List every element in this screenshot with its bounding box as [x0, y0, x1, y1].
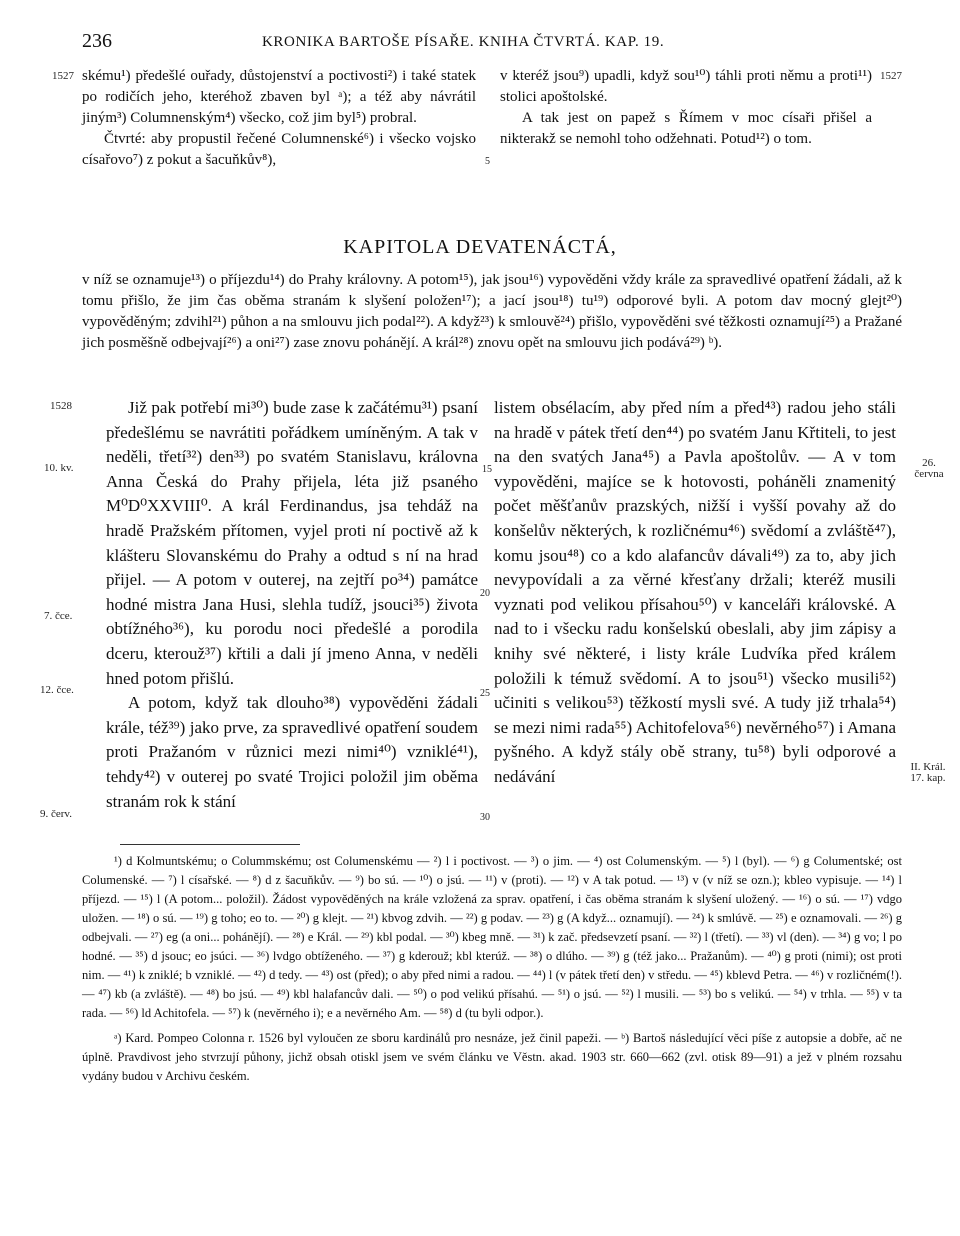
page-header [0, 28, 960, 56]
chapter-summary [82, 270, 902, 354]
top-right-column [500, 66, 872, 150]
margin-reference: II. Král. 17. kap. [910, 761, 946, 784]
margin-date-right: 26. června [914, 457, 944, 480]
paragraph: A tak jest on papež s Římem v moc císaři přišel a nikterakž se nemohl toho odžehnati. Potud¹²) o tom. [500, 110, 872, 147]
margin-year-left: 1527 [52, 70, 74, 82]
editorial-footnotes: ᵃ) Kard. Pompeo Colonna r. 1526 byl vyloučen ze sboru kardinálů pro nesnáze, jež činil papeži. — ᵇ) Bartoš následující věci píše z autopsie a dobře, ač ne úplně. Pravdivost jeho stvrzují půhony, jichž obsah otiskl jsem ve svém článku ve Věstn. akad. 1903 str. 660—662 (zvl. otisk 89—91) a jež v plném rozsahu vydány budou v Archivu českém. [82, 1031, 902, 1083]
page-number: 236 [82, 30, 112, 52]
margin-year: 1528 [50, 400, 72, 412]
main-left-column [106, 396, 478, 814]
running-title: KRONIKA BARTOŠE PÍSAŘE. KNIHA ČTVRTÁ. KAP. 19. [262, 34, 665, 50]
footnotes [82, 852, 902, 1086]
line-number: 30 [480, 812, 490, 823]
line-number: 25 [480, 688, 490, 699]
margin-date: 10. kv. [44, 462, 74, 474]
paragraph: Již pak potřebí mi³⁰) bude zase k začátému³¹) psaní předešlému se navrátiti pořádkem umíněným. A tak v neděli, třetí³²) den³³) po svatém Stanislavu, královna Anna Česká do Prahy přijela, léta již psaného M⁰D⁰XXVIII⁰. A král Ferdinandus, jsa tehdáž na hradě Pražském přítomen, vyjel proti ní poctivě až k klášteru Slovanskému do Prahy a odtud s ní na hrad přijel. — A potom v outerej, na zejtří po³⁴) památce hodné mistra Jana Husi, slehla tudíž, jsouci³⁵) života obtížného³⁶), ku porodu noci předešlé a porodila dceru, kterouž³⁷) křtili a dali jí jmeno Anna, v neděli hned potom přišlú. [106, 398, 478, 688]
footnote-divider [120, 844, 300, 845]
margin-date: 9. červ. [40, 808, 72, 820]
line-number: 15 [482, 464, 492, 475]
paragraph: Čtvrté: aby propustil řečené Columnenské⁶) i všecko vojsko císařovo⁷) z pokut a šacuňkův⁸), [82, 131, 476, 168]
paragraph: listem obsélacím, aby před ním a před⁴³) radou jeho stáli na hradě v pátek třetí den⁴⁴) po svatém Janu Křtiteli, to jest na den svatých Jana⁴⁵) a Pavla apoštolův. — A v tom vypověděni, majíce se k hotovosti, poháněli znamenitý počet měšťanův prazských, nižší i vyšší povahy až do konšelův některých, k rozličnému⁴⁶) svědomí a zvláště⁴⁷), komu jsou⁴⁸) co a kdo alafancův dávali⁴⁹) za to, aby jich nevypovídali a za věrné křesťany držali; kteréž musili vyznati pod velikou přísahou⁵⁰) v kanceláři královské. A nad to i všecku radu konšelskú obeslali, aby jim zápisy a knihy své některé, i listy krále Ludvíka před králem položili k témuž svědomí. A to jsou⁵¹) všecko musili⁵²) učiniti s velikou⁵³) těžkostí mysli své. A tudy již trhala⁵⁴) se mezi nimi rada⁵⁵) Achitofelova⁵⁶) nevěrného⁵⁷) i Amana pyšného. A když stály obě strany, tu⁵⁸) byli odporové a nedávání [494, 398, 896, 786]
margin-year-right: 1527 [880, 70, 902, 82]
top-left-column [82, 66, 476, 171]
margin-date: 12. čce. [40, 684, 74, 696]
line-number: 20 [480, 588, 490, 599]
variant-footnotes: ¹) d Kolmuntskému; o Colummskému; ost Columenskému — ²) l i poctivost. — ³) o jim. — ⁴) ost Columenským. — ⁵) l (byl). — ⁶) g Columentské; ost Columenské. — ⁷) l císařské. — ⁸) d z šacuňkův. — ⁹) bo sú. — ¹⁰) o jsú. — ¹¹) v (proti). — ¹²) v A tak potud. — ¹³) v (v níž se ozn.); kbleo vypisuje. — ¹⁴) l příjezd. — ¹⁵) l (A potom... položil). Žádost vypověděných na krále vzložená za sprav. opatření, i čas oběma stranám k slyšení uložený. — ¹⁶) o sú. — ¹⁷) vdgo uložen. — ¹⁸) o sú. — ¹⁹) g toho; eo to. — ²⁰) g klejt. — ²¹) kbvog zdvih. — ²²) g podav. — ²³) g (A když... oznamují). — ²⁴) k smlúvě. — ²⁵) e oznamovali. — ²⁶) g odbejvali. — ²⁷) eg (a oni... pohánějí). — ²⁸) e Král. — ²⁹) kbl podal. — ³⁰) kbeg mně. — ³¹) k zač. předsevzetí psaní. — ³²) l (třetí). — ³³) vl (den). — ³⁴) g vo; l po hodné. — ³⁵) d jsouc; eo jsúci. — ³⁶) lvdgo obtíženého. — ³⁷) g kderouž; kbl kterúž. — ³⁸) o dlúho. — ³⁹) g (též jako... Pražanům). — ⁴⁰) g proti (nimi); ost proti nim. — ⁴¹) k zniklé; b vzniklé. — ⁴²) d tedy. — ⁴³) ost (před); o aby před nimi a radou. — ⁴⁴) l (v pátek třetí den) v středu. — ⁴⁵) kblevd Petra. — ⁴⁶) v rozličném(!). — ⁴⁷) kb (a zvláště). — ⁴⁸) bo jsú. — ⁴⁹) kbl halafancův dali. — ⁵⁰) o pod velikú přísahú. — ⁵¹) o jsú. — ⁵²) l musili. — ⁵³) bo s velikú. — ⁵⁴) v trhla. — ⁵⁵) v ta rada. — ⁵⁶) ld Achitofela. — ⁵⁷) k (nevěrného i); e a nevěrného Am. — ⁵⁸) d (tu byli odpor.). [82, 854, 902, 1020]
summary-text: v níž se oznamuje¹³) o příjezdu¹⁴) do Prahy královny. A potom¹⁵), jak jsou¹⁶) vypověděni vždy krále za spravedlivé opatření žádali, až k tomu přišlo, že jim čas oběma stranám k slyšení položen¹⁷); a jací jsou¹⁸) tu¹⁹) odporové byli. A potom dav mocný glejt²⁰) vypověděným; zdvihl²¹) půhon a na smlouvu jich podal²²). A když²³) k smlouvě²⁴) přišlo, vypověděni své těžkosti oznamují²⁵) a Pražané jich posměšně odbejvají²⁶) a oni²⁷) zase znovu pohánějí. A král²⁸) znovu opět na smlouvu jich podává²⁹) ᵇ). [82, 272, 902, 351]
chapter-title: KAPITOLA DEVATENÁCTÁ, [343, 236, 617, 258]
paragraph: v kteréž jsou⁹) upadli, když sou¹⁰) táhli proti němu a proti¹¹) stolici apoštolské. [500, 68, 872, 105]
main-right-column [494, 396, 896, 790]
paragraph: skému¹) předešlé ouřady, důstojenství a poctivosti²) i také statek po rodičích jeho, kteréhož zbaven byl ᵃ); a též aby návrátil jiným³) Columnenským⁴) všecko, což jim byl⁵) probral. [82, 68, 476, 126]
paragraph: A potom, když tak dlouho³⁸) vypověděni žádali krále, též³⁹) jako prve, za spravedlivé opatření soudem proti Pražanóm v různici mezi nimi⁴⁰) vzniklé⁴¹), tehdy⁴²) v outerej po svaté Trojici položil jim oběma stranám rok k stání [106, 693, 478, 811]
line-number: 5 [485, 156, 490, 167]
margin-date: 7. čce. [44, 610, 73, 622]
